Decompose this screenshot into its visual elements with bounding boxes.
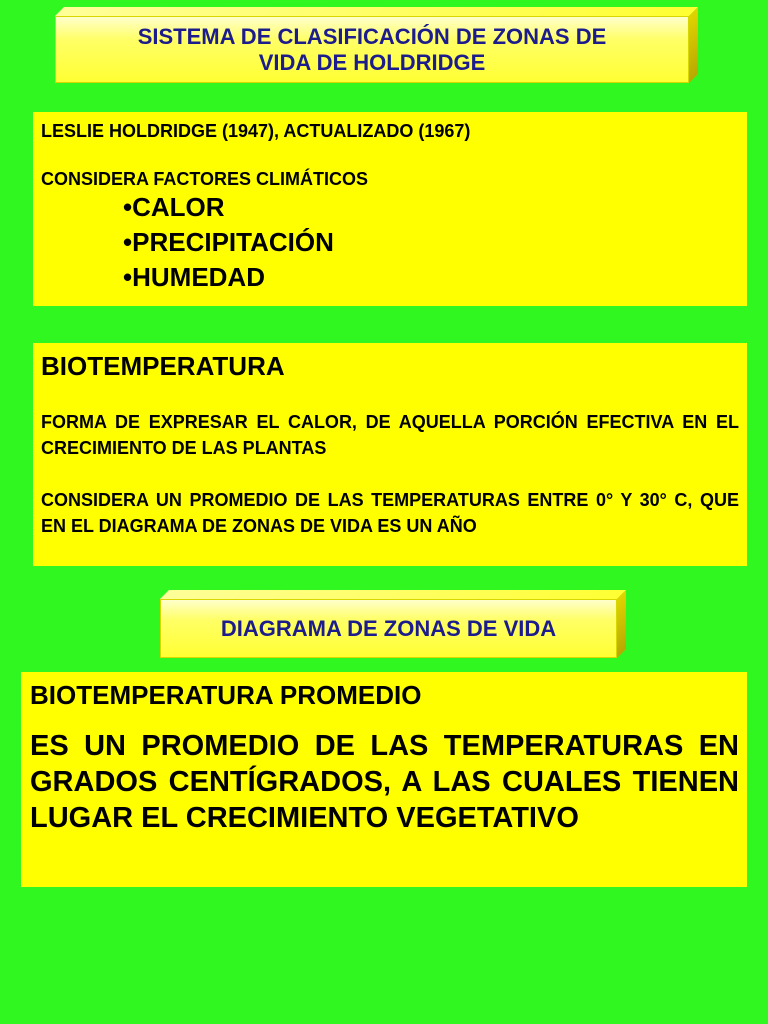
holdridge-panel <box>33 112 747 306</box>
biotemperatura-panel <box>33 343 747 566</box>
factor-item-calor: •CALOR <box>123 192 225 222</box>
main-title-face <box>55 16 689 83</box>
diagram-title: DIAGRAMA DE ZONAS DE VIDA <box>220 615 557 641</box>
main-title-bevel-top <box>55 7 698 16</box>
factor-item-humedad: •HUMEDAD <box>123 262 265 292</box>
factor-item-precipitacion: •PRECIPITACIÓN <box>123 227 334 257</box>
biotemperatura-definition: FORMA DE EXPRESAR EL CALOR, DE AQUELLA PORCIÓN EFECTIVA EN EL CRECIMIENTO DE LAS PLANTAS <box>41 412 739 458</box>
diagram-title-bevel-side <box>617 590 626 658</box>
promedio-heading: BIOTEMPERATURA PROMEDIO <box>30 680 422 710</box>
diagram-title-banner <box>160 590 626 658</box>
main-title-line-2: VIDA DE HOLDRIDGE <box>258 49 486 75</box>
diagram-title-bevel-top <box>160 590 626 599</box>
author-line: LESLIE HOLDRIDGE (1947), ACTUALIZADO (1967) <box>41 121 471 141</box>
main-title-bevel-side <box>689 7 698 83</box>
factor-list <box>41 190 739 295</box>
promedio-definition: ES UN PROMEDIO DE LAS TEMPERATURAS EN GRADOS CENTÍGRADOS, A LAS CUALES TIENEN LUGAR EL CRECIMIENTO VEGETATIVO <box>30 730 739 834</box>
biotemperatura-heading: BIOTEMPERATURA <box>41 351 285 381</box>
main-title-banner <box>55 7 698 83</box>
biotemperatura-range: CONSIDERA UN PROMEDIO DE LAS TEMPERATURAS ENTRE 0° Y 30° C, QUE EN EL DIAGRAMA DE ZONAS DE VIDA ES UN AÑO <box>41 490 739 536</box>
promedio-panel <box>21 672 747 887</box>
factors-intro: CONSIDERA FACTORES CLIMÁTICOS <box>41 169 369 189</box>
diagram-title-face <box>160 599 617 658</box>
main-title-line-1: SISTEMA DE CLASIFICACIÓN DE ZONAS DE <box>137 23 607 49</box>
